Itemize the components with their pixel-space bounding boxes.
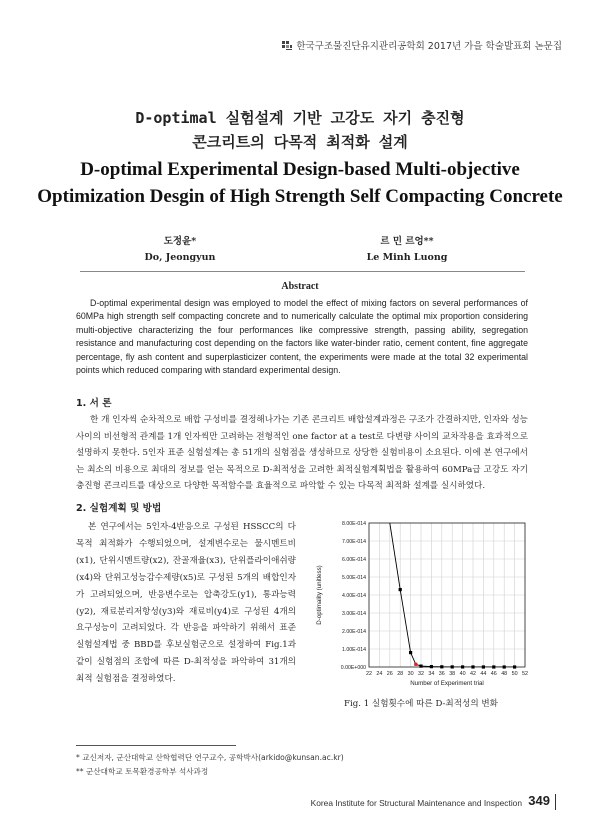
x-tick-label: 28 <box>397 671 404 677</box>
x-tick-label: 22 <box>366 671 372 677</box>
figure-1 <box>311 517 531 697</box>
y-tick-label: 6.00E-014 <box>342 557 366 563</box>
x-tick-label: 42 <box>470 671 476 677</box>
footnote-2: ** 군산대학교 토목환경공학부 석사과정 <box>76 767 209 776</box>
section-1-text: 한 개 인자씩 순차적으로 배합 구성비를 결정해나가는 기존 콘크리트 배합설계과정은 구조가 간결하지만, 인자와 성능 사이의 비선형적 관계를 1개 인자씩만 고려하는 전형적인 one factor at a test로 다변량 사이의 교차작용을 효과적으로 설명하지 못한다. 5인자 표준 실험설계는 총 51개의 실험점을 생성하므로 상당한 실험비용이 소요된다. 이에 본 연구에서는 최소의 비용으로 최대의 정보를 얻는 목적으로 D-최적성을 고려한 최적실험계획법을 활용하여 60MPa급 고강도 자기충진형 콘크리트를 대상으로 다양한 목적함수를 효율적으로 파악할 수 있는 다목적 최적화 설계를 실시하였다. <box>76 415 528 491</box>
korean-title-line1: D-optimal 실험설계 기반 고강도 자기 충진형 <box>135 109 465 127</box>
data-point <box>440 665 443 668</box>
section-2-text: 본 연구에서는 5인자-4반응으로 구성된 HSSCC의 다목적 최적화가 수행되었으며, 설계변수로는 물시멘트비(x1), 단위시멘트량(x2), 잔골재율(x3), 단위플라이애쉬량(x4)와 단위고성능감수제량(x5)로 구성된 5개의 배합인자가 고려되었으며, 반응변수로는 압축강도(y1), 통과능력(y2), 재료분리저항성(y3)와 재료비(y4)로 구성된 4개의 요구성능이 고려되었다. 각 반응을 파악하기 위해서 표준 실험설계법 중 BBD를 후보실험군으로 설정하여 Fig.1과 같이 실험점의 조합에 따른 D-최적성을 파악하여 31개의 최적 실험점을 결정하였다. <box>76 522 296 685</box>
highlight-point <box>414 663 417 666</box>
x-tick-label: 46 <box>490 671 497 677</box>
data-point <box>492 665 495 668</box>
y-tick-label: 3.00E-014 <box>342 611 366 617</box>
x-tick-label: 48 <box>501 671 508 677</box>
y-axis-label: D-optimality (unitless) <box>316 565 323 625</box>
data-point <box>482 665 485 668</box>
x-tick-label: 24 <box>376 671 383 677</box>
journal-header <box>282 38 562 52</box>
author-1-name-en: Do, Jeongyun <box>144 252 216 263</box>
data-point <box>409 651 412 654</box>
x-tick-label: 30 <box>407 671 414 677</box>
data-point <box>503 665 506 668</box>
data-point <box>471 665 474 668</box>
x-tick-label: 44 <box>480 671 487 677</box>
y-tick-label: 2.00E-014 <box>342 629 366 635</box>
section-1-heading: 1. 서 론 <box>76 398 112 409</box>
data-point <box>430 665 433 668</box>
english-title-line1: D-optimal Experimental Design-based Multi-objective <box>80 159 520 180</box>
x-tick-label: 34 <box>428 671 435 677</box>
author-2-name-en: Le Minh Luong <box>366 252 448 263</box>
y-tick-label: 1.00E-014 <box>342 647 366 653</box>
y-tick-label: 4.00E-014 <box>342 593 366 599</box>
y-tick-label: 0.00E+000 <box>340 665 366 671</box>
header-grid-icon <box>282 41 292 50</box>
x-tick-label: 36 <box>438 671 445 677</box>
abstract-title: Abstract <box>281 281 319 292</box>
x-tick-label: 52 <box>522 671 528 677</box>
y-tick-label: 8.00E-014 <box>342 521 366 527</box>
author-2 <box>332 234 482 266</box>
x-tick-label: 32 <box>418 671 424 677</box>
footer-organization: Korea Institute for Structural Maintenance and Inspection <box>310 798 522 808</box>
footnote-divider <box>76 745 236 746</box>
korean-title <box>0 106 600 154</box>
data-point <box>451 665 454 668</box>
data-point <box>461 665 464 668</box>
data-point <box>419 665 422 668</box>
x-axis-label: Number of Experiment trial <box>410 680 484 687</box>
title-divider <box>80 271 525 272</box>
figure-caption: Fig. 1 실험횟수에 따른 D-최적성의 변화 <box>344 699 498 709</box>
author-1-name-ko: 도정윤* <box>163 236 197 247</box>
x-tick-label: 50 <box>511 671 518 677</box>
english-title <box>0 156 600 210</box>
section-2-heading: 2. 실험계획 및 방법 <box>76 503 162 514</box>
korean-title-line2: 콘크리트의 다목적 최적화 설계 <box>192 133 408 151</box>
abstract-text: D-optimal experimental design was employed to model the effect of mixing factors on several performances of 60MPa high strength self compacting concrete and to numerically calculate the optimal mix proportion considering multi-objective characterizing the four performances like compressive strength, passing ability, segregation resistance and manufacturing cost depending on the factors like water-binder ratio, cement content, fine aggregate percentage, fly ash content and superplasticizer content, the experiments were made at the total 32 experimental points which reduced comparing with standard experimental design. <box>76 298 528 376</box>
x-tick-label: 38 <box>449 671 456 677</box>
journal-name: 한국구조물진단유지관리공학회 2017년 가을 학술발표회 논문집 <box>296 41 562 52</box>
author-2-name-ko: 르 민 르엉** <box>380 236 434 247</box>
page-number-bar <box>555 794 556 810</box>
page-number: 349 <box>528 793 550 808</box>
d-optimality-chart <box>311 517 531 697</box>
y-tick-label: 7.00E-014 <box>342 539 366 545</box>
x-tick-label: 40 <box>459 671 466 677</box>
data-point <box>513 665 516 668</box>
data-point <box>399 588 402 591</box>
y-tick-label: 5.00E-014 <box>342 575 366 581</box>
footnote-1: * 교신저자, 군산대학교 산학협력단 연구교수, 공학박사(arkido@kunsan.ac.kr) <box>76 753 344 762</box>
x-tick-label: 26 <box>386 671 393 677</box>
author-1 <box>105 234 255 266</box>
english-title-line2: Optimization Desgin of High Strength Self Compacting Concrete <box>37 186 563 207</box>
